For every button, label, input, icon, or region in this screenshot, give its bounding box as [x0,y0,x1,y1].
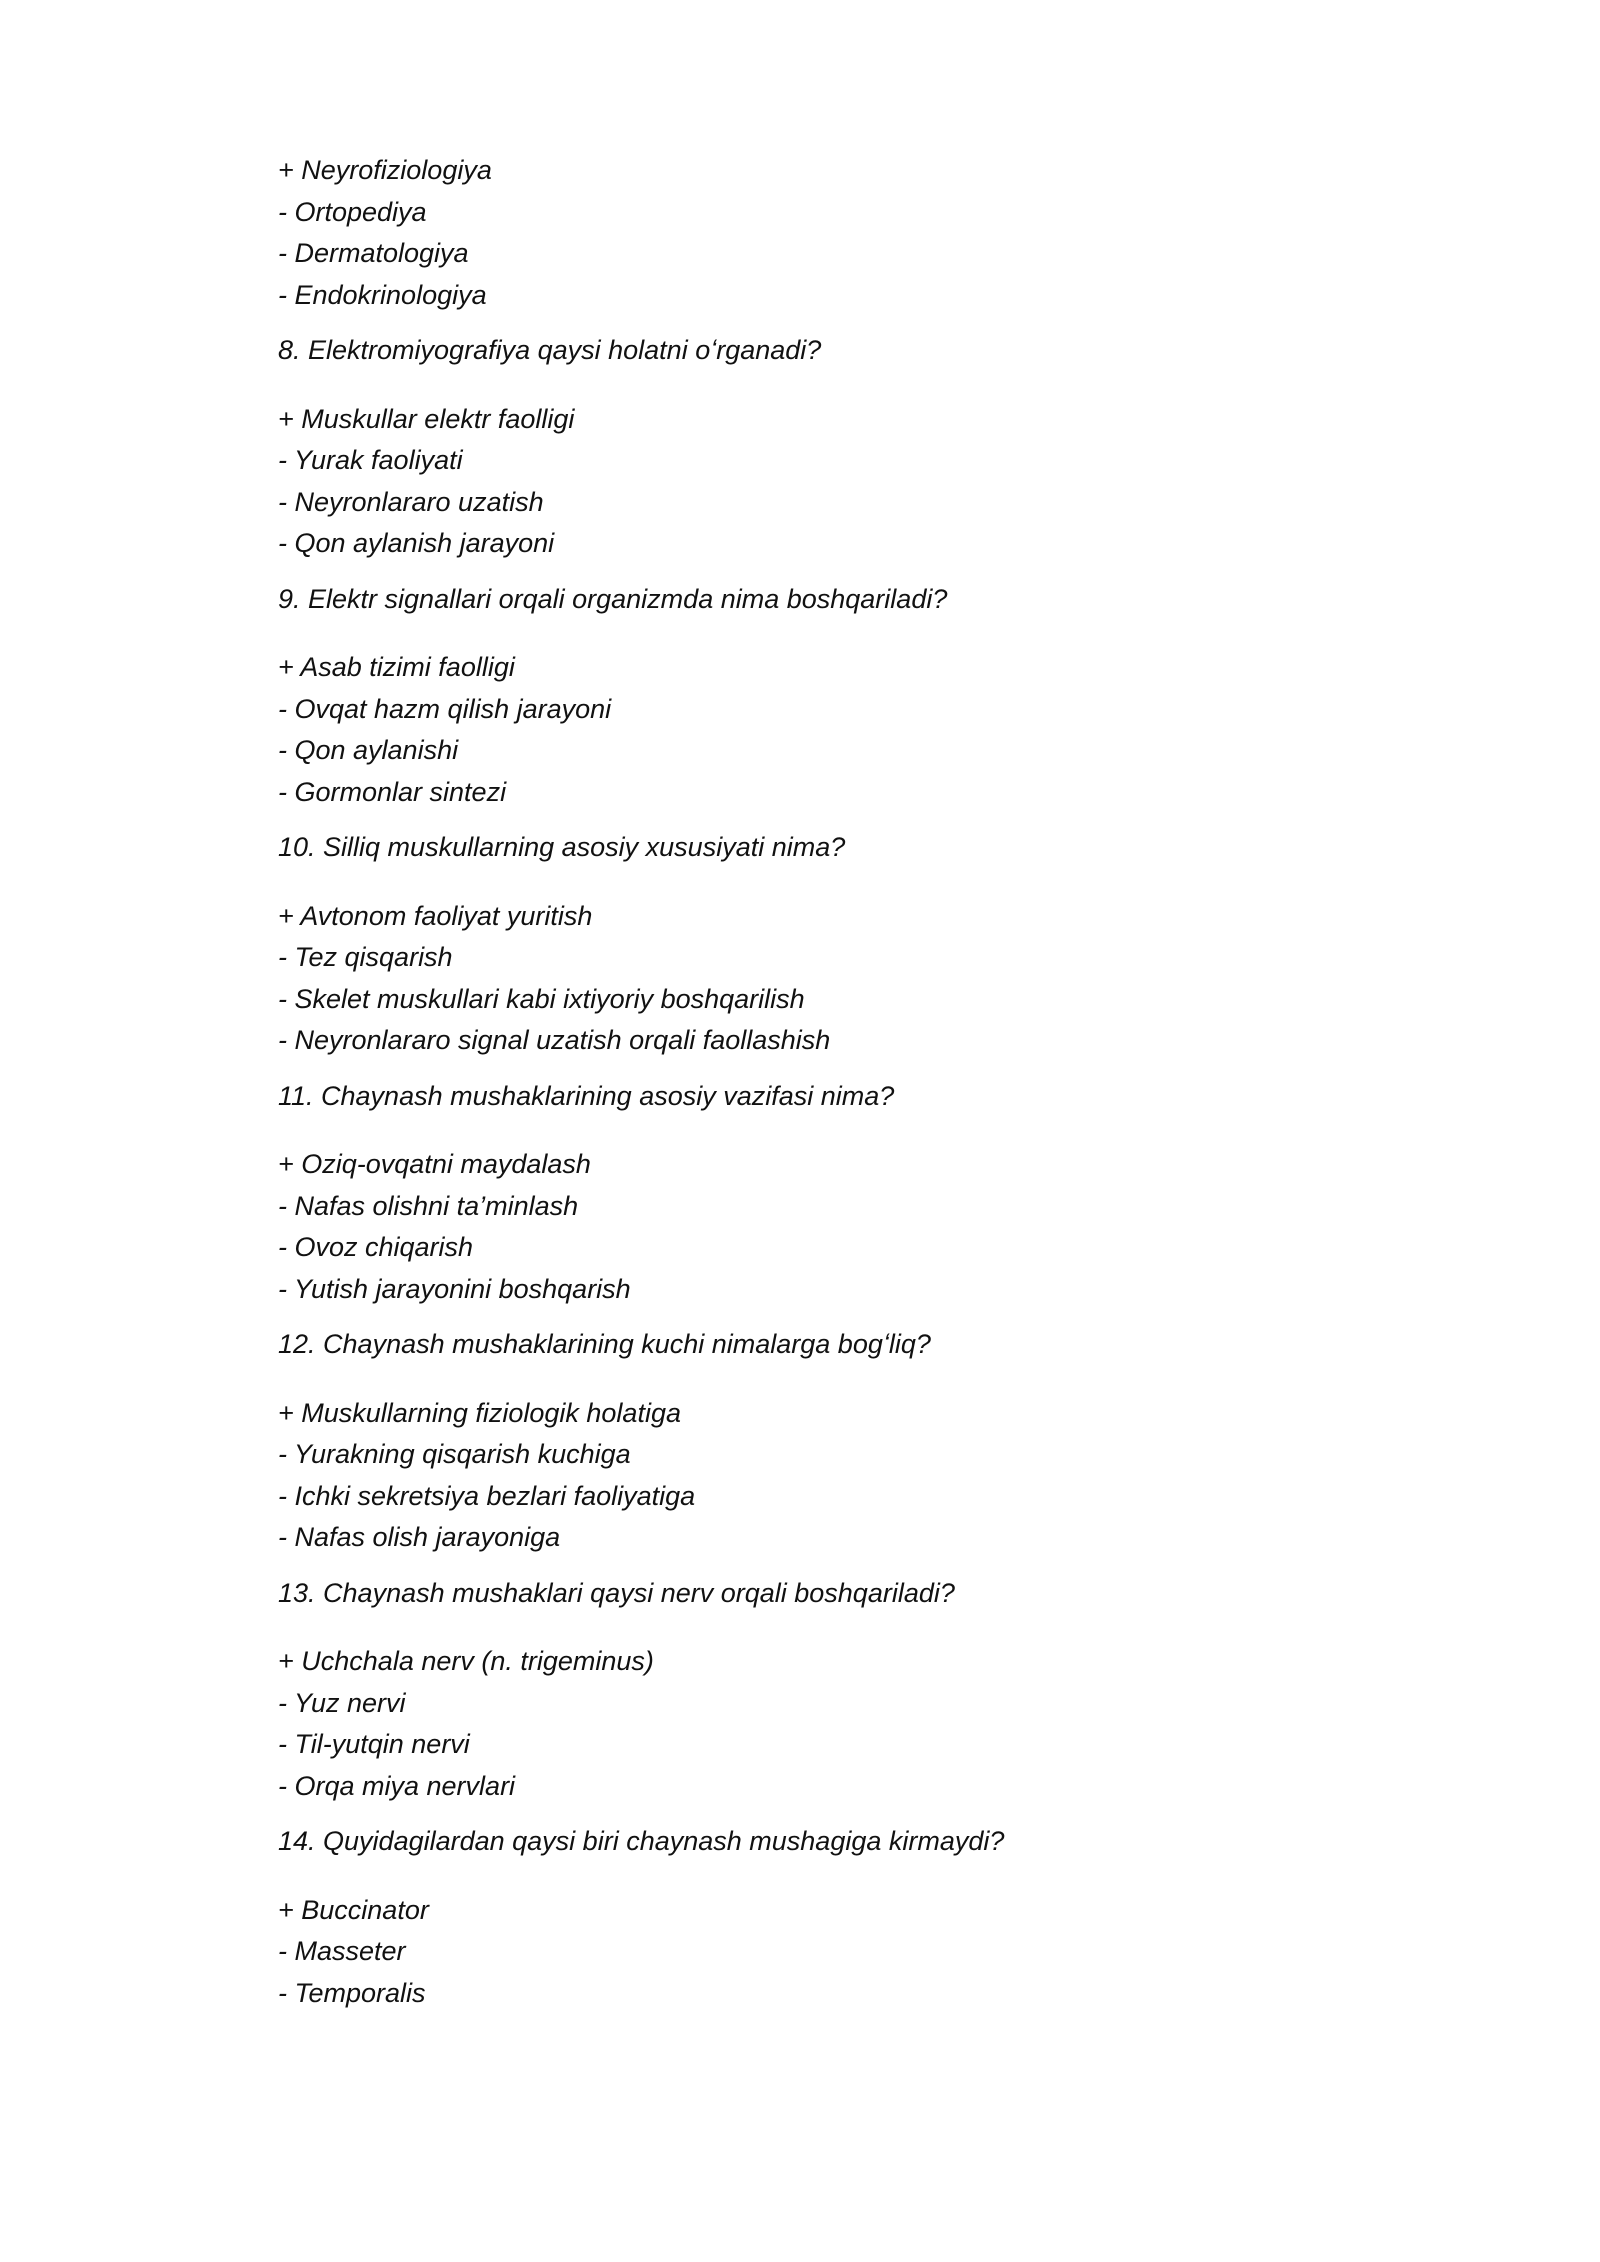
answer-option: - Qon aylanish jarayoni [278,528,555,558]
question-text: 14. Quyidagilardan qaysi biri chaynash mushagiga kirmaydi? [278,1826,1005,1856]
answer-option: - Orqa miya nervlari [278,1770,516,1801]
question-text: 13. Chaynash mushaklari qaysi nerv orqali boshqariladi? [278,1577,955,1608]
answer-option: - Endokrinologiya [278,279,487,310]
answer-option: - Yurak faoliyati [278,445,463,475]
answer-option: + Asab tizimi faolligi [278,652,515,682]
answer-option: - Yurakning qisqarish kuchiga [278,1439,631,1469]
answer-option: - Tez qisqarish [278,942,453,972]
question-text: 10. Silliq muskullarning asosiy xususiyati nima? [278,832,846,862]
answer-option: + Muskullar elektr faolligi [278,403,575,434]
answer-option: + Uchchala nerv (n. trigeminus) [278,1646,654,1676]
answer-option: + Muskullarning fiziologik holatiga [278,1397,681,1428]
question-text: 12. Chaynash mushaklarining kuchi nimalarga bogʻliq? [278,1329,931,1359]
question-text: 9. Elektr signallari orqali organizmda nima boshqariladi? [278,583,948,614]
answer-option: + Neyrofiziologiya [278,155,492,185]
question-block-8 [278,330,1478,565]
question-block-13 [278,1573,1478,1808]
answer-option: - Qon aylanishi [278,735,459,765]
question-block-11 [278,1076,1478,1311]
answer-option: - Neyronlararo uzatish [278,486,544,517]
answer-option: - Ovoz chiqarish [278,1232,474,1262]
leading-options [278,150,1478,316]
question-block-12 [278,1324,1478,1559]
answer-option: - Skelet muskullari kabi ixtiyoriy boshqarilish [278,983,805,1014]
answer-option: - Nafas olish jarayoniga [278,1522,561,1552]
answer-option: + Buccinator [278,1894,429,1925]
question-text: 8. Elektromiyografiya qaysi holatni oʻrganadi? [278,335,822,365]
answer-option: - Neyronlararo signal uzatish orqali faollashish [278,1025,831,1055]
answer-option: - Ovqat hazm qilish jarayoni [278,693,612,724]
answer-option: - Temporalis [278,1977,426,2008]
answer-option: - Til-yutqin nervi [278,1729,470,1759]
document-content [278,150,1478,2014]
question-text: 11. Chaynash mushaklarining asosiy vazifasi nima? [278,1080,895,1111]
answer-option: - Yutish jarayonini boshqarish [278,1273,631,1304]
answer-option: + Avtonom faoliyat yuritish [278,900,593,931]
answer-option: - Ichki sekretsiya bezlari faoliyatiga [278,1480,696,1511]
answer-option: - Dermatologiya [278,238,469,268]
answer-option: + Oziq-ovqatni maydalash [278,1149,591,1179]
answer-option: - Ortopediya [278,196,427,227]
question-block-10 [278,827,1478,1062]
question-block-9 [278,579,1478,814]
answer-option: - Gormonlar sintezi [278,776,507,807]
answer-option: - Nafas olishni ta’minlash [278,1190,579,1221]
answer-option: - Masseter [278,1936,406,1966]
answer-option: - Yuz nervi [278,1687,406,1718]
question-block-14 [278,1821,1478,2014]
